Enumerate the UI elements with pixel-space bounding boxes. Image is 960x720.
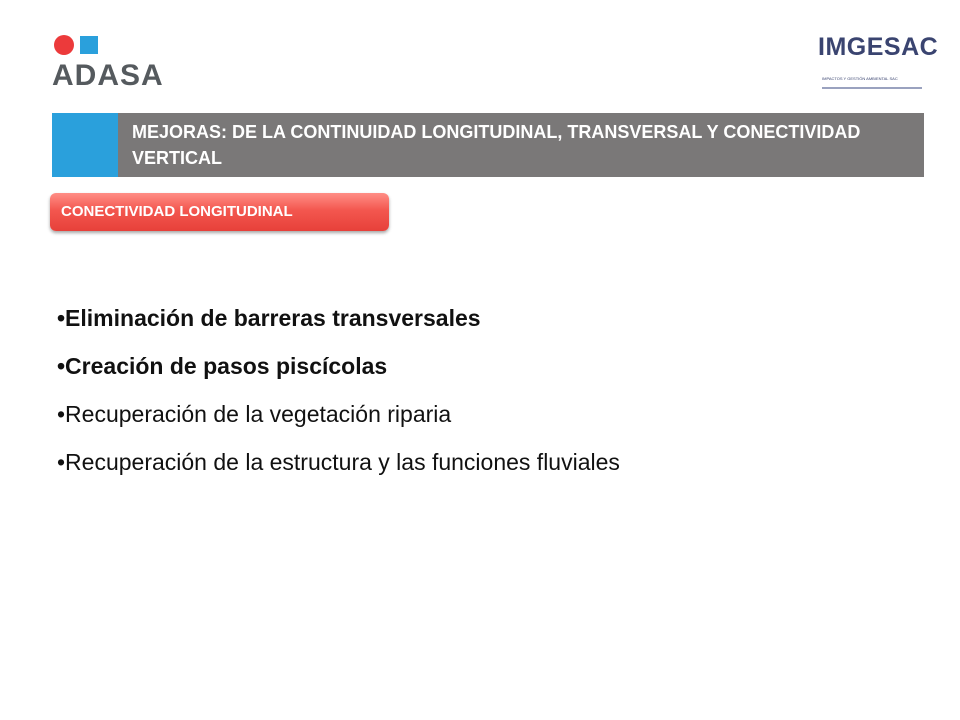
imgesac-logo [818, 32, 939, 94]
imgesac-tagline: IMPACTOS Y GESTIÓN AMBIENTAL SAC [822, 76, 898, 81]
imgesac-wordmark: IMGESAC [818, 33, 939, 61]
list-item: •Recuperación de la vegetación riparia [57, 401, 452, 427]
title-accent-block [52, 113, 118, 177]
list-item: •Eliminación de barreras transversales [57, 305, 481, 331]
bullet-list [57, 302, 620, 494]
section-label: CONECTIVIDAD LONGITUDINAL [61, 203, 293, 220]
blue-square-icon [80, 36, 98, 54]
red-circle-icon [54, 35, 74, 55]
section-label-pill [50, 193, 389, 231]
title-bar [52, 113, 924, 177]
adasa-logo [52, 34, 172, 94]
imgesac-underline [822, 87, 922, 89]
list-item: •Creación de pasos piscícolas [57, 353, 388, 379]
adasa-wordmark: ADASA [52, 59, 164, 92]
list-item: •Recuperación de la estructura y las funciones fluviales [57, 449, 620, 475]
slide-title: MEJORAS: DE LA CONTINUIDAD LONGITUDINAL, TRANSVERSAL Y CONECTIVIDAD VERTICAL [132, 122, 861, 168]
